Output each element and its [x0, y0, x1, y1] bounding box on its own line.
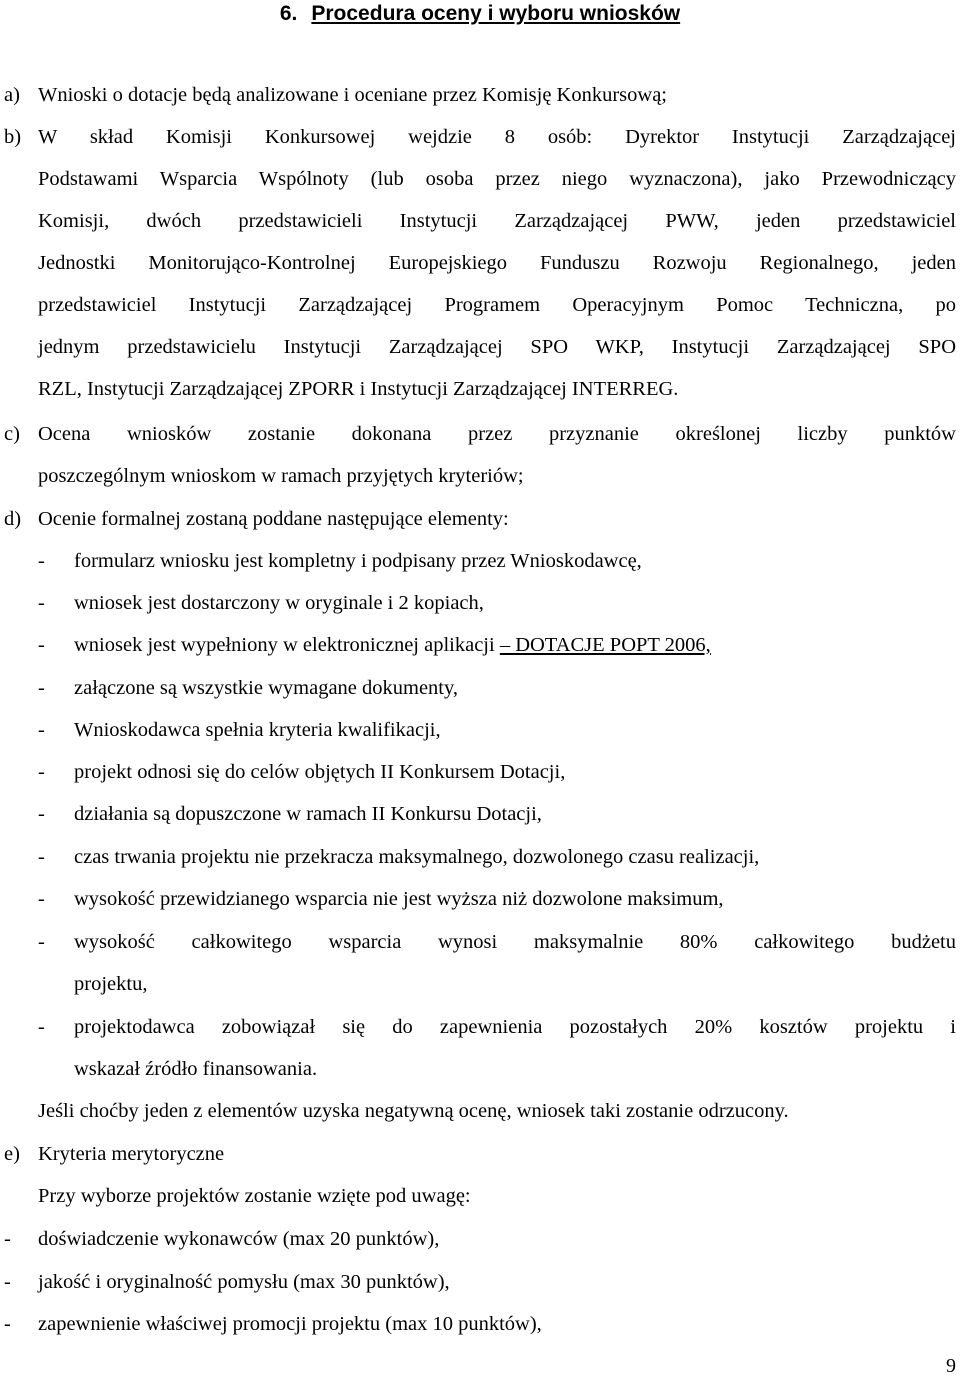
item-text-line: jednym przedstawicielu Instytucji Zarządzającej SPO WKP, Instytucji Zarządzającej SPO	[38, 336, 956, 358]
bullet-dash: -	[38, 761, 45, 783]
list-item	[0, 793, 960, 835]
bullet-text	[74, 624, 711, 666]
item-marker: e)	[4, 1143, 20, 1165]
bullet-text: wskazał źródło finansowania.	[74, 1058, 318, 1080]
bullet-text: wysokość przewidzianego wsparcia nie jest wyższa niż dozwolone maksimum,	[74, 888, 724, 910]
item-marker: c)	[4, 423, 20, 445]
bullet-dash: -	[38, 1016, 45, 1038]
item-text: Wnioski o dotacje będą analizowane i oceniane przez Komisję Konkursową;	[38, 84, 668, 106]
bullet-dash: -	[38, 931, 45, 953]
item-d	[0, 498, 960, 540]
list-item	[0, 921, 960, 963]
bullet-text: projektodawca zobowiązał się do zapewnienia pozostałych 20% kosztów projektu i	[74, 1016, 956, 1038]
list-item	[0, 1303, 960, 1345]
bullet-dash: -	[38, 846, 45, 868]
bullet-dash: -	[38, 803, 45, 825]
bullet-text: załączone są wszystkie wymagane dokumenty,	[74, 677, 459, 699]
item-intro: Ocenie formalnej zostaną poddane następujące elementy:	[38, 508, 509, 530]
item-marker: d)	[4, 508, 22, 530]
section-title: Procedura oceny i wyboru wniosków	[311, 2, 681, 25]
list-item	[0, 878, 960, 920]
bullet-text: formularz wniosku jest kompletny i podpisany przez Wnioskodawcę,	[74, 550, 642, 572]
list-item	[0, 540, 960, 582]
item-text-line: Ocena wniosków zostanie dokonana przez przyznanie określonej liczby punktów	[38, 423, 956, 445]
item-b	[0, 116, 960, 158]
underlined-text: – DOTACJE POPT 2006,	[499, 634, 711, 656]
bullet-dash: -	[4, 1313, 11, 1335]
bullet-text: zapewnienie właściwej promocji projektu (max 10 punktów),	[38, 1313, 542, 1335]
item-text-line: RZL, Instytucji Zarządzającej ZPORR i Instytucji Zarządzającej INTERREG.	[38, 378, 679, 400]
bullet-dash: -	[38, 634, 45, 656]
bullet-dash: -	[4, 1271, 11, 1293]
bullet-dash: -	[38, 550, 45, 572]
list-item	[0, 1261, 960, 1303]
list-item	[0, 582, 960, 624]
item-text-line: W skład Komisji Konkursowej wejdzie 8 osób: Dyrektor Instytucji Zarządzającej	[38, 126, 956, 148]
bullet-text: działania są dopuszczone w ramach II Konkursu Dotacji,	[74, 803, 542, 825]
list-item	[0, 624, 960, 666]
list-item	[0, 667, 960, 709]
bullet-text: projektu,	[74, 973, 148, 995]
list-item	[0, 709, 960, 751]
bullet-dash: -	[38, 592, 45, 614]
closing-text: Jeśli choćby jeden z elementów uzyska negatywną ocenę, wniosek taki zostanie odrzucony.	[38, 1100, 789, 1122]
bullet-text: wniosek jest dostarczony w oryginale i 2 kopiach,	[74, 592, 484, 614]
item-text-line: poszczególnym wnioskom w ramach przyjętych kryteriów;	[38, 465, 524, 487]
bullet-dash: -	[38, 719, 45, 741]
bullet-text: wysokość całkowitego wsparcia wynosi maksymalnie 80% całkowitego budżetu	[74, 931, 956, 953]
bullet-text: jakość i oryginalność pomysłu (max 30 punktów),	[38, 1271, 450, 1293]
item-text-line: przedstawiciel Instytucji Zarządzającej Programem Operacyjnym Pomoc Techniczna, po	[38, 294, 956, 316]
bullet-text: Wnioskodawca spełnia kryteria kwalifikacji,	[74, 719, 441, 741]
list-item	[0, 751, 960, 793]
page-number: 9	[946, 1355, 956, 1377]
item-e	[0, 1133, 960, 1175]
item-text-line: Podstawami Wsparcia Wspólnoty (lub osoba przez niego wyznaczona), jako Przewodniczący	[38, 168, 956, 190]
bullet-dash: -	[4, 1228, 11, 1250]
bullet-text: projekt odnosi się do celów objętych II Konkursem Dotacji,	[74, 761, 566, 783]
item-marker: b)	[4, 126, 22, 148]
list-item	[0, 836, 960, 878]
item-title: Kryteria merytoryczne	[38, 1143, 225, 1165]
list-item	[0, 1218, 960, 1260]
item-text-line: Komisji, dwóch przedstawicieli Instytucji Zarządzającej PWW, jeden przedstawiciel	[38, 210, 956, 232]
bullet-dash: -	[38, 888, 45, 910]
bullet-dash: -	[38, 677, 45, 699]
item-intro: Przy wyborze projektów zostanie wzięte pod uwagę:	[38, 1185, 471, 1207]
item-c	[0, 413, 960, 455]
item-a	[0, 74, 960, 116]
section-heading	[0, 0, 960, 28]
bullet-text: czas trwania projektu nie przekracza maksymalnego, dozwolonego czasu realizacji,	[74, 846, 760, 868]
section-number: 6.	[279, 2, 298, 25]
item-marker: a)	[4, 84, 20, 106]
bullet-text-part: wniosek jest wypełniony w elektronicznej aplikacji	[74, 634, 500, 656]
list-item	[0, 1006, 960, 1048]
bullet-text: doświadczenie wykonawców (max 20 punktów),	[38, 1228, 440, 1250]
item-text-line: Jednostki Monitorująco-Kontrolnej Europejskiego Funduszu Rozwoju Regionalnego, jeden	[38, 252, 956, 274]
